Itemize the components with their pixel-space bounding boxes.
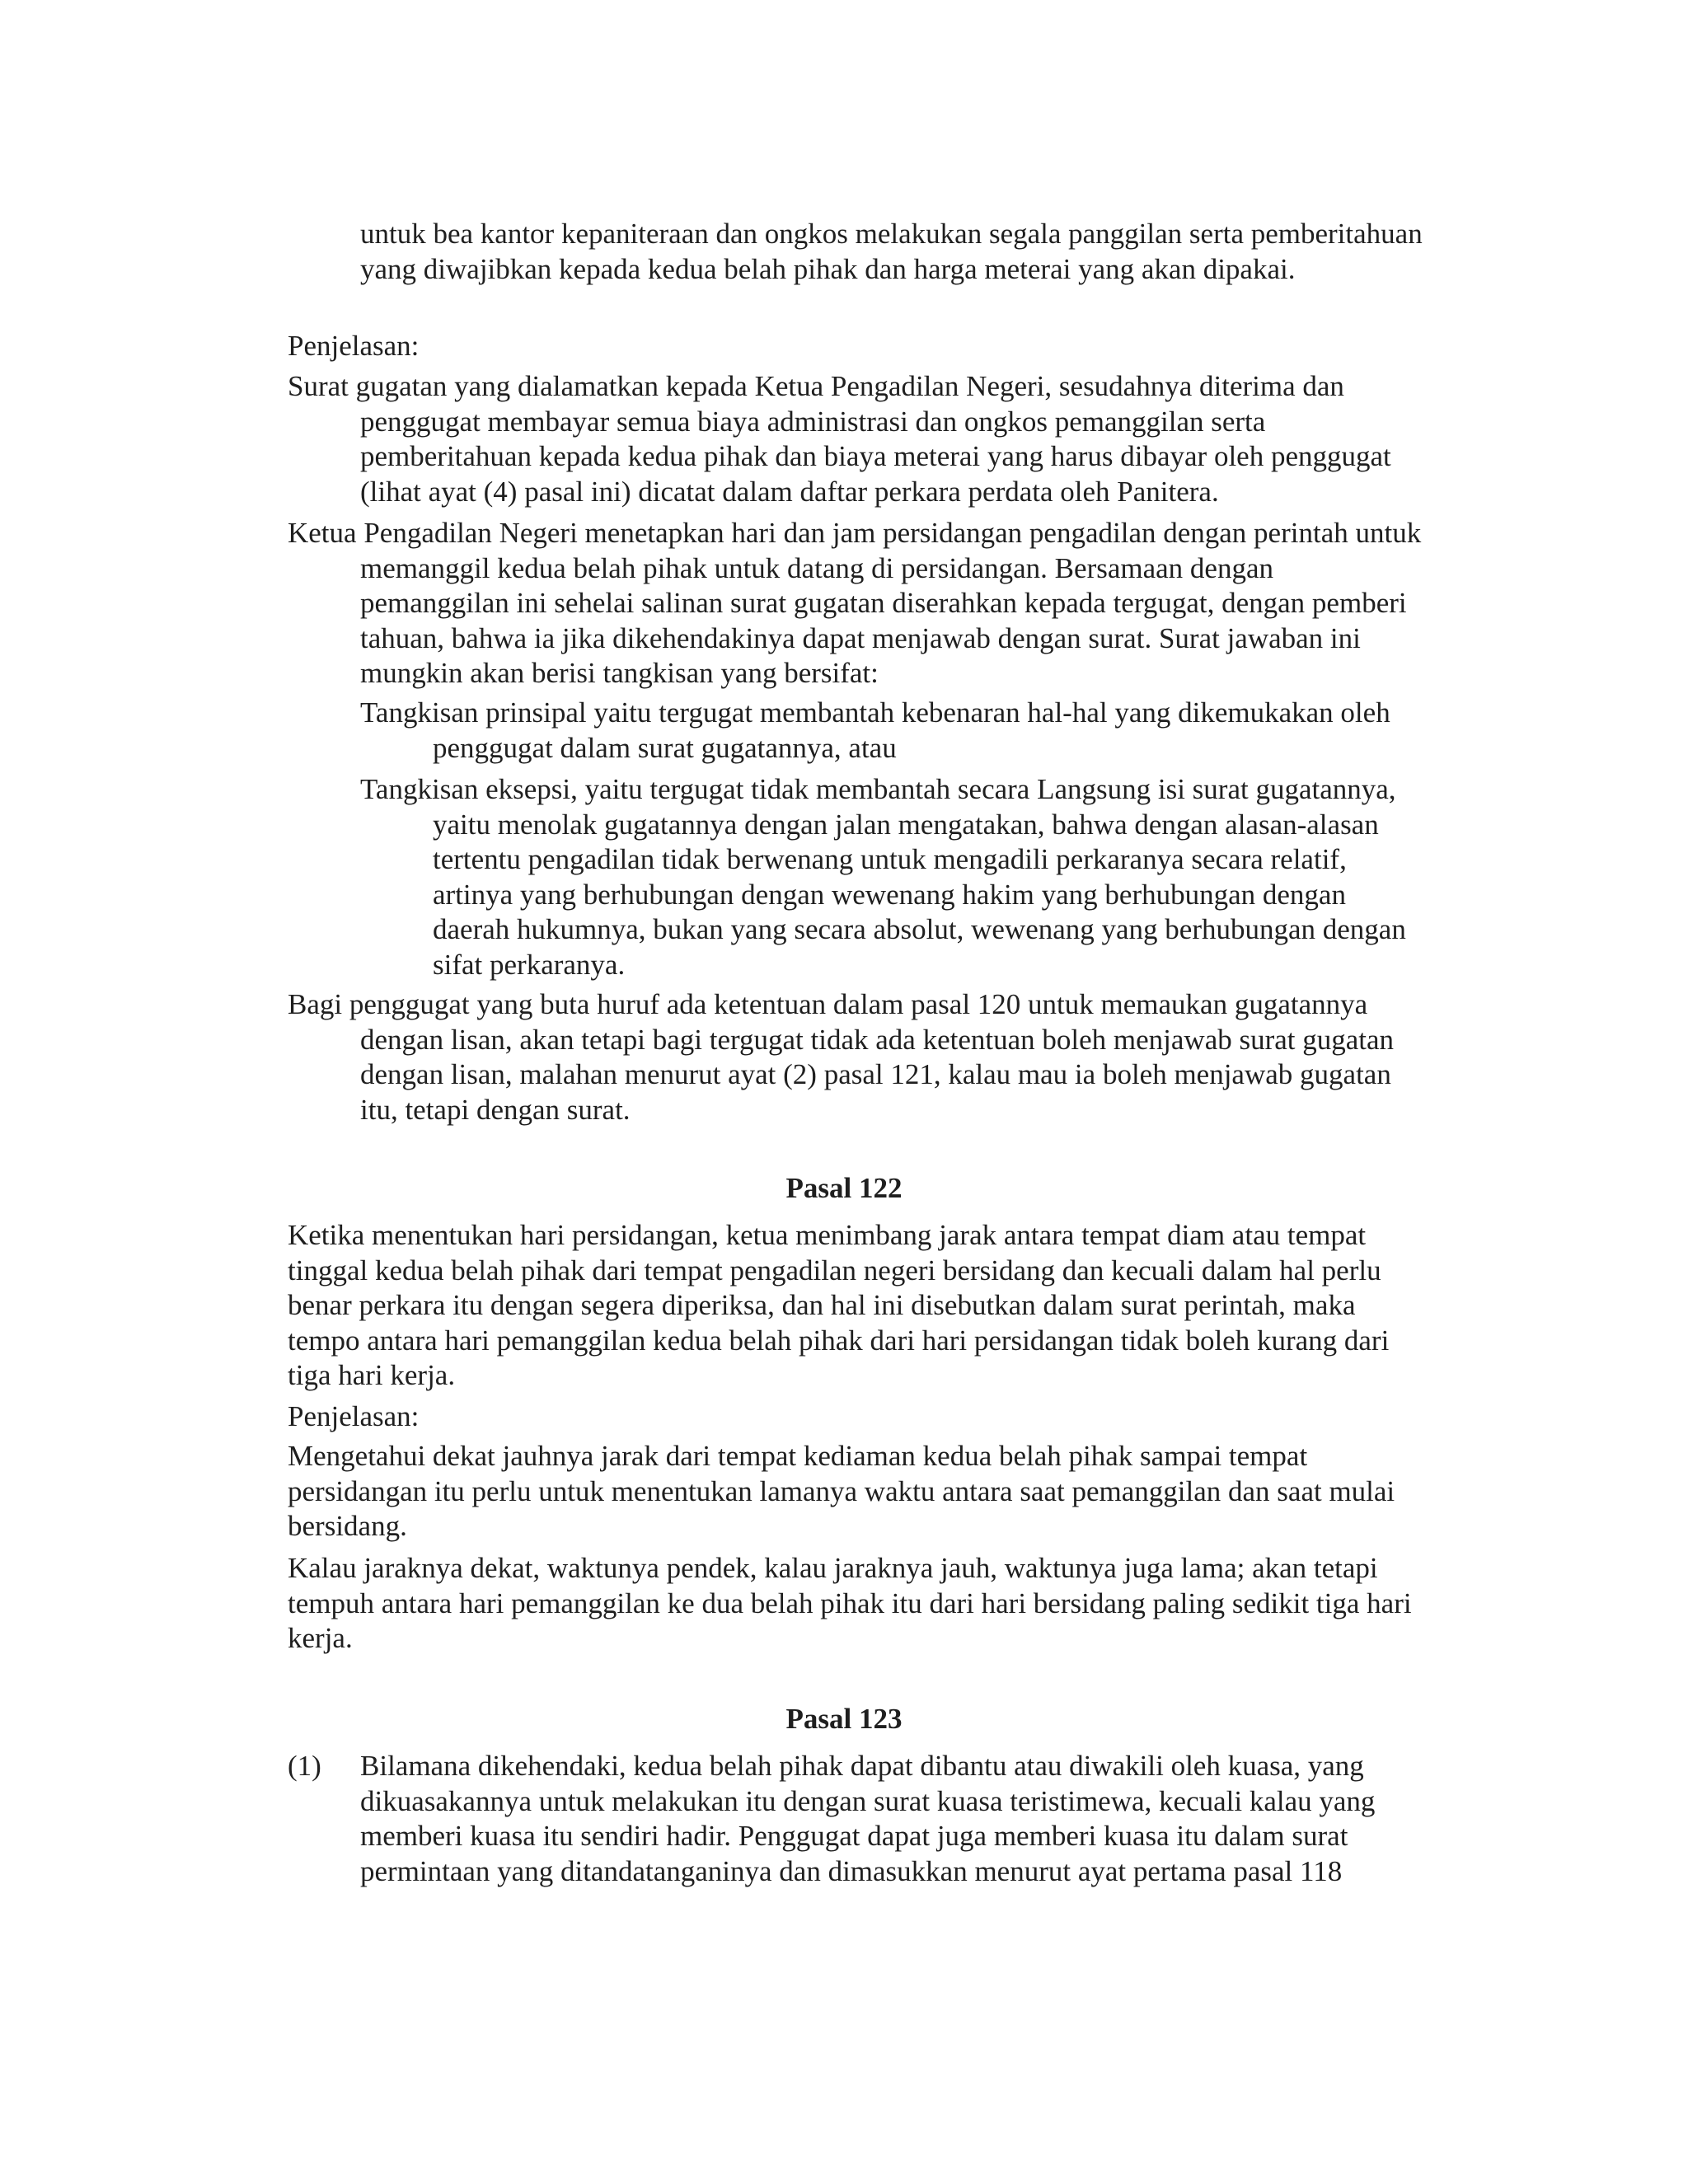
explanation-paragraph: Surat gugatan yang dialamatkan kepada Ketua Pengadilan Negeri, sesudahnya diterima dan penggugat membayar semua biaya administrasi dan ongkos pemanggilan serta pemberitahuan kepada kedua pihak dan biaya meterai yang harus dibayar oleh penggugat (lihat ayat (4) pasal ini) dicatat dalam daftar perkara perdata oleh Panitera. [288,370,1391,508]
numbered-item-label: (1) [288,1750,321,1782]
explanation-label: Penjelasan: [288,1400,420,1432]
explanation-paragraph: Bagi penggugat yang buta huruf ada ketentuan dalam pasal 120 untuk memaukan gugatannya dengan lisan, akan tetapi bagi tergugat tidak ada ketentuan boleh menjawab surat gugatan dengan lisan, malahan menurut ayat (2) pasal 121, kalau mau ia boleh menjawab gugatan itu, tetapi dengan surat. [288,988,1395,1126]
section-heading: Pasal 122 [785,1172,903,1204]
paragraph-continuation: untuk bea kantor kepaniteraan dan ongkos melakukan segala panggilan serta pemberitahuan yang diwajibkan kepada kedua belah pihak dan harga meterai yang akan dipakai. [360,218,1423,285]
explanation-paragraph: Kalau jaraknya dekat, waktunya pendek, kalau jaraknya jauh, waktunya juga lama; akan tetapi tempuh antara hari pemanggilan ke dua belah pihak itu dari hari bersidang paling sedikit tiga hari kerja. [288,1552,1412,1654]
explanation-paragraph: Ketua Pengadilan Negeri menetapkan hari dan jam persidangan pengadilan dengan perintah untuk memanggil kedua belah pihak untuk datang di persidangan. Bersamaan dengan pemanggilan ini sehelai salinan surat gugatan diserahkan kepada tergugat, dengan pemberi tahuan, bahwa ia jika dikehendakinya dapat menjawab dengan surat. Surat jawaban ini mungkin akan berisi tangkisan yang bersifat: [288,517,1422,689]
list-item: Tangkisan eksepsi, yaitu tergugat tidak membantah secara Langsung isi surat gugatannya, yaitu menolak gugatannya dengan jalan mengatakan, bahwa dengan alasan-alasan tertentu pengadilan tidak berwenang untuk mengadili perkaranya secara relatif, artinya yang berhubungan dengan wewenang hakim yang berhubungan dengan daerah hukumnya, bukan yang secara absolut, wewenang yang berhubungan dengan sifat perkaranya. [360,773,1406,981]
article-paragraph: Ketika menentukan hari persidangan, ketua menimbang jarak antara tempat diam atau tempat tinggal kedua belah pihak dari tempat pengadilan negeri bersidang dan kecuali dalam hal perlu benar perkara itu dengan segera diperiksa, dan hal ini disebutkan dalam surat perintah, maka tempo antara hari pemanggilan kedua belah pihak dari hari persidangan tidak boleh kurang dari tiga hari kerja. [288,1219,1390,1391]
explanation-paragraph: Mengetahui dekat jauhnya jarak dari tempat kediaman kedua belah pihak sampai tempat persidangan itu perlu untuk menentukan lamanya waktu antara saat pemanggilan dan saat mulai bersidang. [288,1440,1395,1542]
explanation-label: Penjelasan: [288,330,420,362]
section-heading: Pasal 123 [785,1703,903,1735]
numbered-item-text: Bilamana dikehendaki, kedua belah pihak dapat dibantu atau diwakili oleh kuasa, yang dikuasakannya untuk melakukan itu dengan surat kuasa teristimewa, kecuali kalau yang memberi kuasa itu sendiri hadir. Penggugat dapat juga memberi kuasa itu dalam surat permintaan yang ditandatanganinya dan dimasukkan menurut ayat pertama pasal 118 [360,1750,1376,1887]
list-item: Tangkisan prinsipal yaitu tergugat membantah kebenaran hal-hal yang dikemukakan oleh penggugat dalam surat gugatannya, atau [360,696,1390,764]
